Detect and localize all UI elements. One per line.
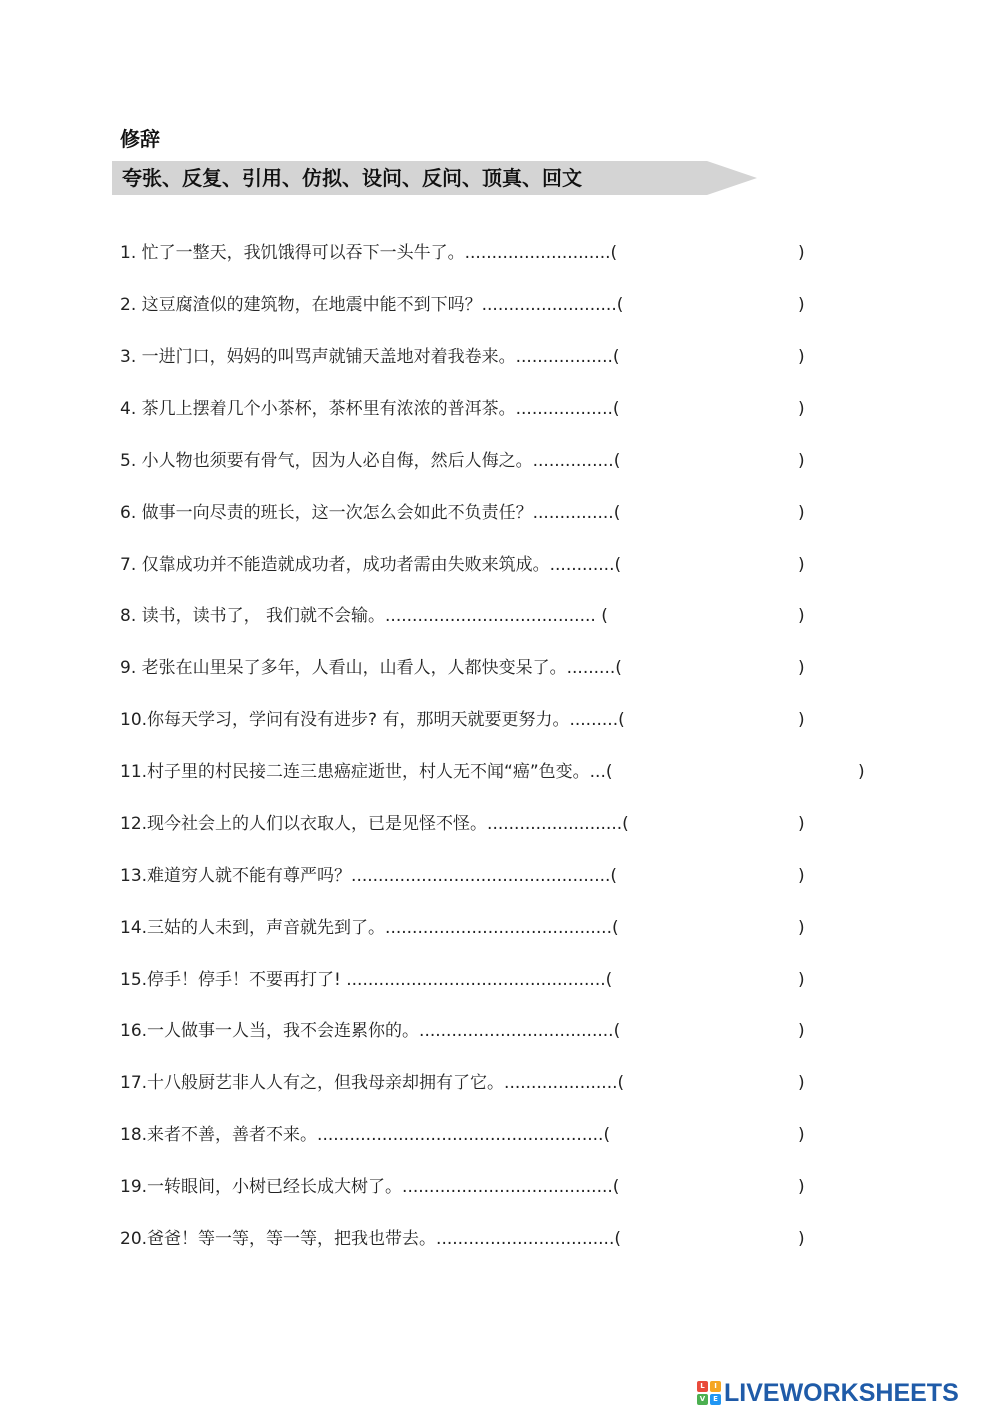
close-paren: ) — [798, 1125, 805, 1145]
question-text: 7. 仅靠成功并不能造就成功者，成功者需由失败来筑成。............ — [120, 555, 615, 575]
question-text: 4. 茶几上摆着几个小茶杯，茶杯里有浓浓的普洱茶。.................. — [120, 399, 613, 419]
question-text: 1. 忙了一整天，我饥饿得可以吞下一头牛了。........................... — [120, 243, 611, 263]
question-text: 15.停手！停手！不要再打了! ................................................ — [120, 970, 606, 990]
open-paren: ( — [618, 710, 625, 730]
question-text: 19.一转眼间，小树已经长成大树了。....................................... — [120, 1177, 613, 1197]
brand-name: LIVEWORKSHEETS — [724, 1379, 959, 1407]
open-paren: ( — [622, 814, 629, 834]
question-row — [120, 1224, 880, 1254]
answer-input[interactable] — [625, 293, 794, 317]
answer-input[interactable] — [627, 708, 794, 732]
close-paren: ) — [798, 295, 805, 315]
answer-input[interactable] — [623, 553, 794, 577]
question-row — [120, 498, 880, 528]
logo-cell: I — [710, 1381, 721, 1392]
answer-input[interactable] — [619, 241, 794, 265]
question-text: 9. 老张在山里呆了多年，人看山，山看人，人都快变呆了。......... — [120, 658, 616, 678]
answer-input[interactable] — [615, 760, 854, 784]
close-paren: ) — [798, 1073, 805, 1093]
answer-input[interactable] — [619, 864, 794, 888]
question-text: 6. 做事一向尽责的班长，这一次怎么会如此不负责任？............... — [120, 503, 614, 523]
close-paren: ) — [858, 762, 865, 782]
open-paren: ( — [613, 503, 621, 523]
open-paren: ( — [612, 347, 620, 367]
question-text: 13.难道穷人就不能有尊严吗？................................................ — [120, 866, 611, 886]
topic-list: 夸张、反复、引用、仿拟、设问、反问、顶真、回文 — [122, 166, 582, 190]
close-paren: ) — [798, 658, 805, 678]
question-text: 10.你每天学习，学问有没有进步? 有，那明天就要更努力。......... — [120, 710, 619, 730]
question-text: 18.来者不善，善者不来。..................................................... — [120, 1125, 604, 1145]
answer-input[interactable] — [622, 501, 794, 525]
open-paren: ( — [601, 606, 608, 626]
open-paren: ( — [613, 1021, 621, 1041]
close-paren: ) — [798, 606, 805, 626]
logo-mark-icon — [697, 1381, 721, 1405]
question-row — [120, 238, 880, 268]
close-paren: ) — [798, 399, 805, 419]
question-row — [120, 1172, 880, 1202]
topic-banner — [112, 161, 757, 195]
open-paren: ( — [603, 1125, 611, 1145]
question-text: 16.一人做事一人当，我不会连累你的。.................................... — [120, 1021, 614, 1041]
answer-input[interactable] — [624, 656, 794, 680]
logo-cell: L — [697, 1381, 708, 1392]
question-text: 17.十八般厨艺非人人有之，但我母亲却拥有了它。..................... — [120, 1073, 618, 1093]
close-paren: ) — [798, 243, 805, 263]
question-text: 20.爸爸！等一等，等一等，把我也带去。................................. — [120, 1229, 615, 1249]
worksheet-title: 修辞 — [120, 127, 160, 151]
answer-input[interactable] — [622, 449, 794, 473]
question-text: 2. 这豆腐渣似的建筑物，在地震中能不到下吗？......................... — [120, 295, 617, 315]
open-paren: ( — [605, 970, 613, 990]
close-paren: ) — [798, 503, 805, 523]
answer-input[interactable] — [631, 812, 794, 836]
question-row — [120, 757, 880, 787]
close-paren: ) — [798, 1021, 805, 1041]
logo-cell: V — [697, 1394, 708, 1405]
question-row — [120, 913, 880, 943]
answer-input[interactable] — [622, 1019, 794, 1043]
open-paren: ( — [610, 243, 618, 263]
open-paren: ( — [614, 555, 622, 575]
question-text: 11.村子里的村民接二连三患癌症逝世，村人无不闻“癌”色变。... — [120, 762, 606, 782]
close-paren: ) — [798, 1177, 805, 1197]
answer-input[interactable] — [622, 345, 794, 369]
open-paren: ( — [612, 1177, 620, 1197]
answer-input[interactable] — [610, 604, 794, 628]
open-paren: ( — [612, 399, 620, 419]
question-text: 14.三姑的人未到，声音就先到了。.......................................... — [120, 918, 612, 938]
close-paren: ) — [798, 451, 805, 471]
question-row — [120, 394, 880, 424]
open-paren: ( — [613, 451, 621, 471]
question-row — [120, 1016, 880, 1046]
answer-input[interactable] — [614, 968, 794, 992]
question-row — [120, 809, 880, 839]
close-paren: ) — [798, 970, 805, 990]
open-paren: ( — [610, 866, 618, 886]
question-text: 12.现今社会上的人们以衣取人，已是见怪不怪。......................... — [120, 814, 623, 834]
open-paren: ( — [617, 1073, 625, 1093]
open-paren: ( — [614, 1229, 622, 1249]
question-row — [120, 1120, 880, 1150]
logo-cell: E — [710, 1394, 721, 1405]
question-text: 5. 小人物也须要有骨气，因为人必自侮，然后人侮之。............... — [120, 451, 614, 471]
question-row — [120, 342, 880, 372]
close-paren: ) — [798, 918, 805, 938]
question-row — [120, 653, 880, 683]
question-row — [120, 290, 880, 320]
question-row — [120, 1068, 880, 1098]
answer-input[interactable] — [612, 1123, 794, 1147]
answer-input[interactable] — [621, 1175, 794, 1199]
open-paren: ( — [612, 918, 619, 938]
question-row — [120, 446, 880, 476]
close-paren: ) — [798, 347, 805, 367]
open-paren: ( — [616, 295, 624, 315]
question-row — [120, 861, 880, 891]
question-text: 3. 一进门口，妈妈的叫骂声就铺天盖地对着我卷来。.................. — [120, 347, 613, 367]
answer-input[interactable] — [626, 1071, 794, 1095]
answer-input[interactable] — [623, 1227, 794, 1251]
open-paren: ( — [605, 762, 613, 782]
question-row — [120, 550, 880, 580]
liveworksheets-logo — [697, 1378, 959, 1408]
close-paren: ) — [798, 555, 805, 575]
open-paren: ( — [615, 658, 622, 678]
close-paren: ) — [798, 710, 805, 730]
question-row — [120, 965, 880, 995]
question-text: 8. 读书，读书了， 我们就不会输。....................................... — [120, 606, 602, 626]
question-row — [120, 705, 880, 735]
close-paren: ) — [798, 866, 805, 886]
answer-input[interactable] — [621, 916, 794, 940]
close-paren: ) — [798, 814, 805, 834]
question-row — [120, 601, 880, 631]
answer-input[interactable] — [622, 397, 794, 421]
close-paren: ) — [798, 1229, 805, 1249]
